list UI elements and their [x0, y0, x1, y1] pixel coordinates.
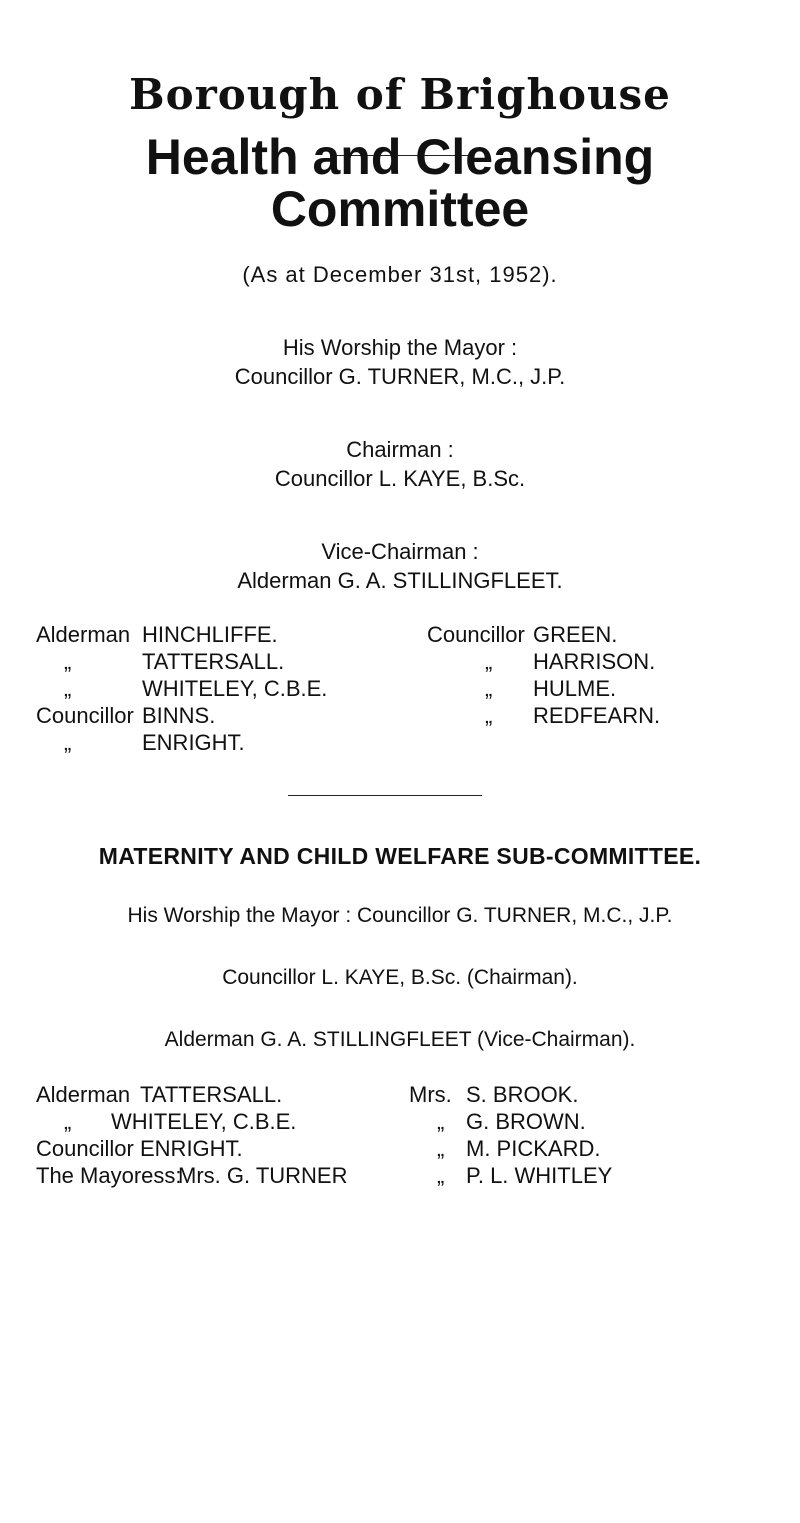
- member-name: S. BROOK.: [466, 1082, 579, 1107]
- borough-heading: Borough of Brighouse: [129, 70, 671, 119]
- subcommittee-mayor: His Worship the Mayor : Councillor G. TURNER, M.C., J.P.: [127, 904, 673, 927]
- member-name: HARRISON.: [533, 649, 656, 674]
- vice-chairman-name: Alderman G. A. STILLINGFLEET.: [237, 568, 563, 593]
- document-title: Health and Cleansing: [145, 129, 655, 185]
- member-name: Mrs. G. TURNER: [178, 1163, 348, 1188]
- member-name: GREEN.: [533, 622, 618, 647]
- member-title: „: [485, 703, 493, 728]
- chairman-name: Councillor L. KAYE, B.Sc.: [274, 466, 526, 491]
- member-name: WHITELEY, C.B.E.: [142, 676, 328, 701]
- chairman-label: Chairman :: [346, 437, 454, 462]
- member-title: „: [485, 649, 493, 674]
- member-title: „: [485, 676, 493, 701]
- member-name: G. BROWN.: [466, 1109, 586, 1134]
- mayor-label: His Worship the Mayor :: [282, 335, 518, 360]
- member-name: HINCHLIFFE.: [142, 622, 278, 647]
- member-title: The Mayoress:: [36, 1163, 182, 1188]
- member-title: Alderman: [36, 1082, 131, 1107]
- mayor-name: Councillor G. TURNER, M.C., J.P.: [234, 364, 566, 389]
- member-title: Councillor: [427, 622, 525, 647]
- member-name: TATTERSALL.: [142, 649, 285, 674]
- member-title: „: [437, 1109, 445, 1134]
- member-name: WHITELEY, C.B.E.: [111, 1109, 297, 1134]
- section-divider: [288, 795, 482, 796]
- member-title: „: [64, 730, 72, 755]
- member-title: „: [64, 1109, 72, 1134]
- member-title: Councillor: [36, 1136, 134, 1161]
- member-title: „: [64, 649, 72, 674]
- member-title: „: [64, 676, 72, 701]
- member-title: Councillor: [36, 703, 134, 728]
- subcommittee-title: MATERNITY AND CHILD WELFARE SUB-COMMITTEE.: [98, 843, 702, 869]
- member-name: P. L. WHITLEY: [466, 1163, 613, 1188]
- document-title-line2: Committee: [270, 181, 530, 237]
- member-title: Mrs.: [409, 1082, 452, 1107]
- subcommittee-chairman: Councillor L. KAYE, B.Sc. (Chairman).: [222, 966, 578, 989]
- member-name: HULME.: [533, 676, 617, 701]
- member-title: „: [437, 1163, 445, 1188]
- member-name: BINNS.: [142, 703, 216, 728]
- member-name: ENRIGHT.: [140, 1136, 243, 1161]
- member-name: REDFEARN.: [533, 703, 661, 728]
- member-name: ENRIGHT.: [142, 730, 245, 755]
- member-title: Alderman: [36, 622, 131, 647]
- subcommittee-vice-chairman: Alderman G. A. STILLINGFLEET (Vice-Chairman).: [164, 1028, 636, 1051]
- as-at-date: (As at December 31st, 1952).: [242, 262, 558, 287]
- member-title: „: [437, 1136, 445, 1161]
- member-name: M. PICKARD.: [466, 1136, 601, 1161]
- vice-chairman-label: Vice-Chairman :: [321, 539, 479, 564]
- member-name: TATTERSALL.: [140, 1082, 283, 1107]
